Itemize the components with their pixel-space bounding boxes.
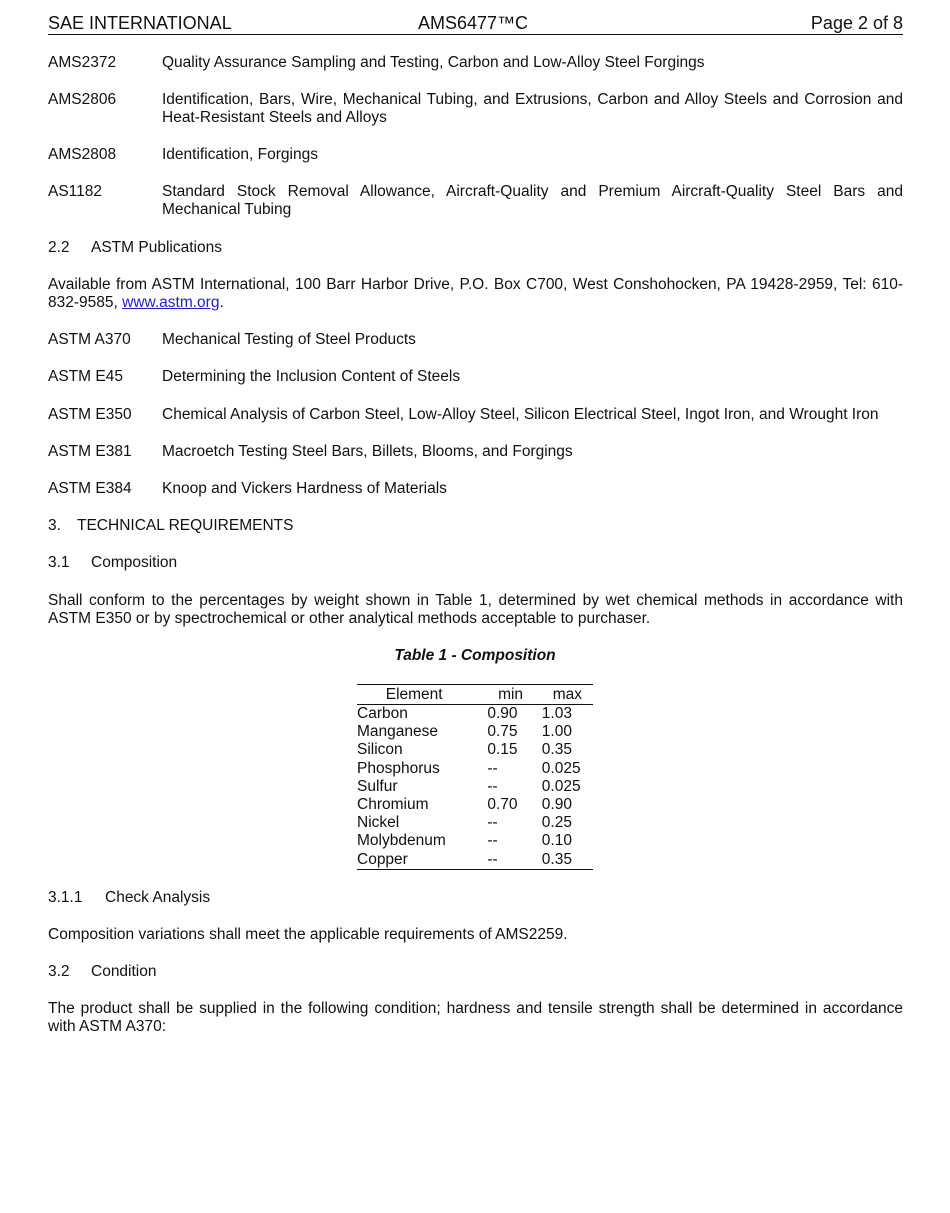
header-org: SAE INTERNATIONAL [48,13,232,33]
table-row [357,723,593,741]
reference-code: ASTM E384 [48,480,132,497]
header-page-number: Page 2 of 8 [810,13,903,33]
reference-code: ASTM E45 [48,368,123,385]
cell-max: 0.025 [541,759,581,777]
table-row [357,741,593,759]
page-header [48,13,903,35]
astm-availability-paragraph [48,276,903,312]
reference-item [48,368,903,386]
table-row [357,778,593,796]
section-title: Composition [91,554,178,571]
cell-element: Nickel [357,814,400,832]
reference-item [48,183,903,219]
table-row [357,760,593,778]
reference-title: Determining the Inclusion Content of Steels [162,368,461,385]
column-header-max: max [552,686,583,703]
table-row [357,705,593,724]
cell-max: 0.90 [541,796,572,814]
reference-code: AMS2372 [48,54,117,71]
astm-website-link[interactable]: www.astm.org [122,294,220,311]
section-title: TECHNICAL REQUIREMENTS [77,517,294,534]
check-analysis-paragraph: Composition variations shall meet the applicable requirements of AMS2259. [48,926,568,943]
reference-title: Identification, Bars, Wire, Mechanical Tubing, and Extrusions, Carbon and Alloy Steels and Corrosion and Heat-Resistant Steels and Alloys [162,91,903,126]
reference-title: Standard Stock Removal Allowance, Aircraft-Quality and Premium Aircraft-Quality Steel Bars and Mechanical Tubing [162,183,903,218]
reference-code: ASTM A370 [48,331,131,348]
reference-item [48,443,903,461]
composition-table [357,684,593,870]
cell-element: Copper [357,850,408,868]
cell-element: Chromium [357,796,429,814]
section-number: 3.2 [48,963,70,980]
column-header-element: Element [385,686,443,703]
reference-title: Chemical Analysis of Carbon Steel, Low-Alloy Steel, Silicon Electrical Steel, Ingot Iron, and Wrought Iron [162,406,879,423]
section-heading-3-1-1 [48,889,210,907]
cell-max: 1.03 [541,705,572,722]
cell-min: 0.90 [487,705,518,722]
section-number: 3.1.1 [48,889,83,906]
cell-max: 0.025 [541,777,581,795]
section-heading-3-1 [48,554,177,572]
reference-code: ASTM E350 [48,406,132,423]
section-heading-2-2 [48,239,222,257]
reference-item [48,480,903,498]
cell-min: 0.15 [487,741,518,759]
reference-item [48,146,903,164]
table-header-row [357,685,593,705]
cell-element: Phosphorus [357,759,440,777]
table-row [357,796,593,814]
cell-element: Silicon [357,741,403,759]
reference-code: AMS2806 [48,91,117,108]
cell-element: Manganese [357,723,439,741]
reference-title: Identification, Forgings [162,146,318,163]
cell-element: Molybdenum [357,832,446,850]
condition-paragraph: The product shall be supplied in the following condition; hardness and tensile strength shall be determined in accordance with ASTM A370: [48,1000,903,1035]
cell-min: -- [487,850,498,868]
astm-availability-end: . [219,294,224,311]
section-number: 2.2 [48,239,70,256]
cell-max: 0.35 [541,741,572,759]
reference-item [48,331,903,349]
cell-max: 0.35 [541,850,572,868]
table-caption: Table 1 - Composition [394,647,556,664]
astm-availability-text: Available from ASTM International, 100 Barr Harbor Drive, P.O. Box C700, West Conshohocken, PA 19428-2959, Tel: 610-832-9585, [48,276,903,311]
cell-min: 0.70 [487,796,518,814]
reference-item [48,91,903,127]
section-heading-3 [48,517,293,535]
column-header-min: min [498,686,524,703]
reference-code: ASTM E381 [48,443,132,460]
cell-max: 0.10 [541,832,572,850]
section-title: Condition [91,963,157,980]
cell-max: 0.25 [541,814,572,832]
cell-min: 0.75 [487,723,518,741]
cell-element: Carbon [357,705,408,722]
section-number: 3. [48,517,61,534]
section-number: 3.1 [48,554,70,571]
reference-title: Macroetch Testing Steel Bars, Billets, Blooms, and Forgings [162,443,573,460]
cell-min: -- [487,759,498,777]
cell-min: -- [487,777,498,795]
reference-item [48,406,903,424]
reference-code: AS1182 [48,183,103,200]
cell-element: Sulfur [357,777,398,795]
reference-item [48,54,903,72]
reference-title: Mechanical Testing of Steel Products [162,331,416,348]
reference-title: Quality Assurance Sampling and Testing, Carbon and Low-Alloy Steel Forgings [162,54,705,71]
table-row [357,832,593,850]
section-title: ASTM Publications [91,239,222,256]
cell-max: 1.00 [541,723,572,741]
section-heading-3-2 [48,963,157,981]
table-row [357,814,593,832]
cell-min: -- [487,814,498,832]
reference-title: Knoop and Vickers Hardness of Materials [162,480,447,497]
reference-code: AMS2808 [48,146,117,163]
cell-min: -- [487,832,498,850]
section-title: Check Analysis [105,889,211,906]
table-row [357,851,593,870]
header-doc-number: AMS6477™C [418,13,529,33]
composition-paragraph: Shall conform to the percentages by weight shown in Table 1, determined by wet chemical methods in accordance with ASTM E350 or by spectrochemical or other analytical methods acceptable to purchaser. [48,592,903,627]
